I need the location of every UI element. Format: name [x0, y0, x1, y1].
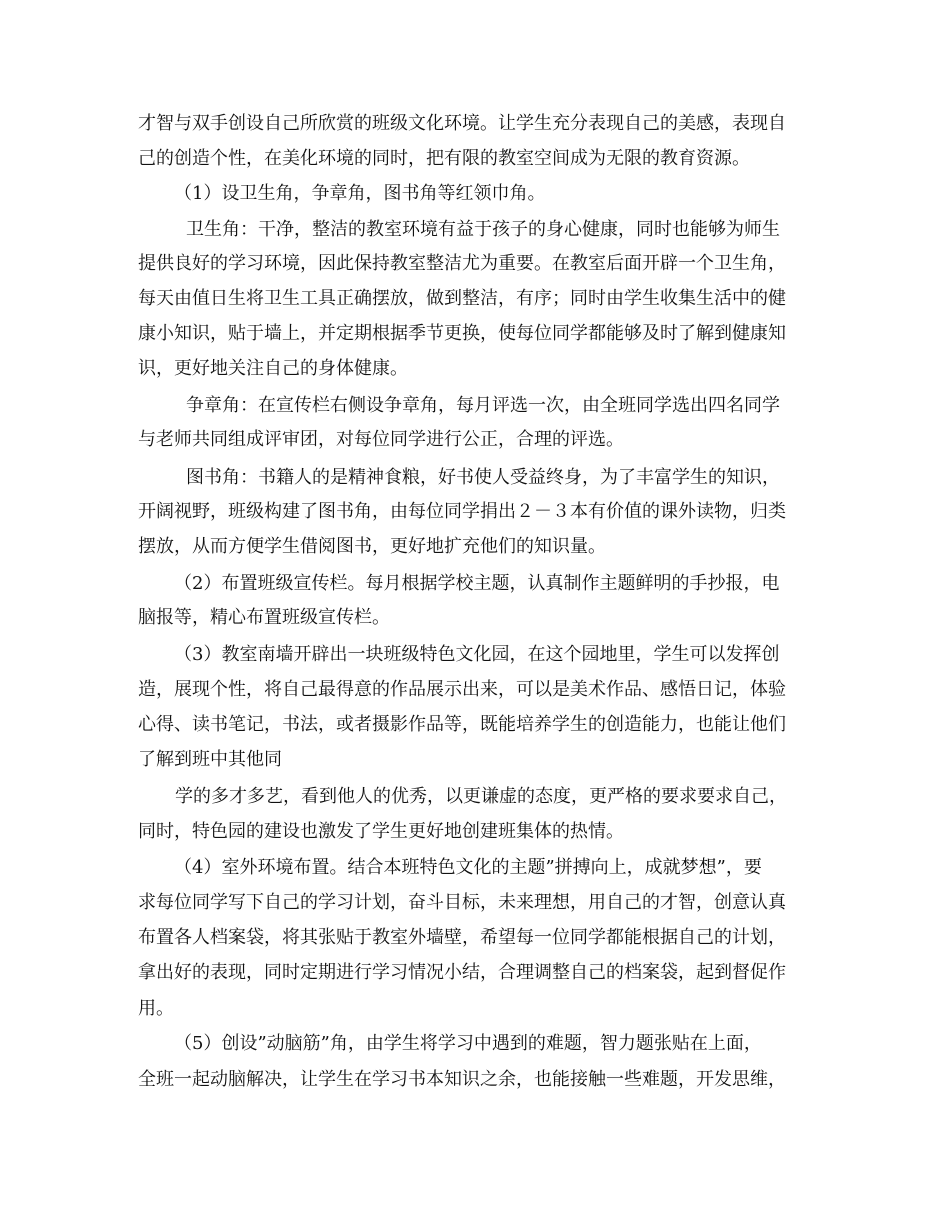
text-line: 与老师共同组成评审团，对每位同学进行公正，合理的评选。: [138, 429, 624, 450]
text-line: 开阔视野，班级构建了图书角，由每位同学捐出２－３本有价值的课外读物，归类: [138, 501, 786, 522]
text-line: （4）室外环境布置。结合本班特色文化的主题”拼搏向上，成就梦想”，要: [174, 857, 762, 878]
text-line: 己的创造个性，在美化环境的同时，把有限的教室空间成为无限的教育资源。: [138, 148, 750, 169]
text-line: （1）设卫生角，争章角，图书角等红领巾角。: [174, 183, 546, 204]
text-line: 每天由值日生将卫生工具正确摆放，做到整洁，有序；同时由学生收集生活中的健: [138, 288, 786, 309]
text-line: 图书角：书籍人的是精神食粮，好书使人受益终身，为了丰富学生的知识，: [186, 467, 780, 488]
text-line: 争章角：在宣传栏右侧设争章角，每月评选一次，由全班同学选出四名同学: [186, 395, 780, 416]
text-line: 布置各人档案袋，将其张贴于教室外墙壁，希望每一位同学都能根据自己的计划，: [138, 927, 786, 948]
text-line: 拿出好的表现，同时定期进行学习情况小结，合理调整自己的档案袋，起到督促作: [138, 962, 786, 983]
text-line: 求每位同学写下自己的学习计划，奋斗目标，未来理想，用自己的才智，创意认真: [138, 892, 786, 913]
text-line: 同时，特色园的建设也激发了学生更好地创建班集体的热情。: [138, 821, 624, 842]
text-line: 才智与双手创设自己所欣赏的班级文化环境。让学生充分表现自己的美感，表现自: [138, 113, 786, 134]
text-line: （5）创设”动脑筋”角，由学生将学习中遇到的难题，智力题张贴在上面，: [174, 1033, 762, 1054]
text-line: 识，更好地关注自己的身体健康。: [138, 358, 408, 379]
text-line: 用。: [138, 998, 174, 1019]
text-line: 全班一起动脑解决，让学生在学习书本知识之余，也能接触一些难题，开发思维，: [138, 1069, 786, 1090]
text-line: 康小知识，贴于墙上，并定期根据季节更换，使每位同学都能够及时了解到健康知: [138, 323, 786, 344]
text-line: （2）布置班级宣传栏。每月根据学校主题，认真制作主题鲜明的手抄报，电: [174, 573, 780, 594]
text-line: 学的多才多艺，看到他人的优秀，以更谦虚的态度，更严格的要求要求自己，: [175, 786, 787, 807]
text-line: 造，展现个性，将自己最得意的作品展示出来，可以是美术作品、感悟日记，体验: [138, 679, 786, 700]
text-line: 心得、读书笔记，书法，或者摄影作品等，既能培养学生的创造能力，也能让他们: [138, 714, 786, 735]
text-line: 卫生角：干净，整洁的教室环境有益于孩子的身心健康，同时也能够为师生: [186, 219, 780, 240]
text-line: 提供良好的学习环境，因此保持教室整洁尤为重要。在教室后面开辟一个卫生角，: [138, 253, 786, 274]
text-line: 脑报等，精心布置班级宣传栏。: [138, 607, 390, 628]
text-line: 了解到班中其他同: [138, 749, 282, 770]
text-line: 摆放，从而方便学生借阅图书，更好地扩充他们的知识量。: [138, 536, 606, 557]
text-line: （3）教室南墙开辟出一块班级特色文化园，在这个园地里，学生可以发挥创: [174, 644, 780, 665]
